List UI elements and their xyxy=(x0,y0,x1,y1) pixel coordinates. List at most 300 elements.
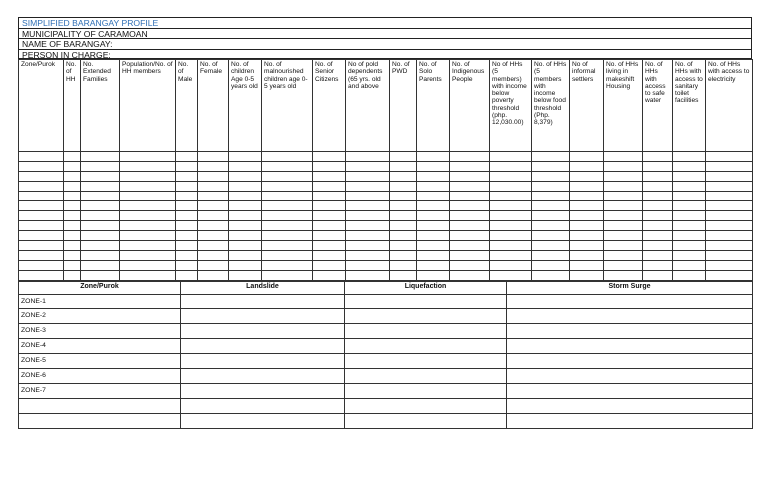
table-cell[interactable] xyxy=(81,161,120,171)
table-cell[interactable] xyxy=(570,152,604,162)
table-cell[interactable] xyxy=(570,270,604,280)
table-cell[interactable] xyxy=(643,181,673,191)
table-cell[interactable] xyxy=(643,250,673,260)
table-cell[interactable] xyxy=(490,250,532,260)
zone-label xyxy=(19,398,181,413)
table-cell[interactable] xyxy=(532,221,570,231)
table-cell[interactable] xyxy=(313,221,346,231)
hazard-cell[interactable] xyxy=(345,383,507,398)
table-cell[interactable] xyxy=(64,270,81,280)
table-cell[interactable] xyxy=(229,250,262,260)
table-cell[interactable] xyxy=(176,152,198,162)
table-cell[interactable] xyxy=(81,231,120,241)
hazard-cell[interactable] xyxy=(345,339,507,354)
table-cell[interactable] xyxy=(604,161,643,171)
table-cell[interactable] xyxy=(673,211,706,221)
table-cell[interactable] xyxy=(120,191,176,201)
table-cell[interactable] xyxy=(64,211,81,221)
table-cell[interactable] xyxy=(450,171,490,181)
table-cell[interactable] xyxy=(229,201,262,211)
table-cell[interactable] xyxy=(313,181,346,191)
table-cell[interactable] xyxy=(643,211,673,221)
table-cell[interactable] xyxy=(417,211,450,221)
hazard-cell[interactable] xyxy=(181,324,345,339)
table-cell[interactable] xyxy=(176,181,198,191)
table-cell[interactable] xyxy=(198,250,229,260)
table-cell[interactable] xyxy=(81,241,120,251)
hazard-cell[interactable] xyxy=(181,413,345,428)
table-cell[interactable] xyxy=(532,152,570,162)
table-cell[interactable] xyxy=(346,152,390,162)
table-cell[interactable] xyxy=(490,270,532,280)
table-cell[interactable] xyxy=(390,161,417,171)
table-cell[interactable] xyxy=(81,181,120,191)
table-cell[interactable] xyxy=(120,250,176,260)
table-cell[interactable] xyxy=(673,241,706,251)
table-cell[interactable] xyxy=(450,270,490,280)
table-cell[interactable] xyxy=(570,241,604,251)
table-cell[interactable] xyxy=(262,231,313,241)
table-cell[interactable] xyxy=(706,260,753,270)
table-cell[interactable] xyxy=(604,250,643,260)
table-cell[interactable] xyxy=(64,152,81,162)
table-cell[interactable] xyxy=(532,260,570,270)
table-cell[interactable] xyxy=(120,171,176,181)
table-cell[interactable] xyxy=(532,231,570,241)
table-cell[interactable] xyxy=(19,181,64,191)
table-cell[interactable] xyxy=(64,231,81,241)
table-cell[interactable] xyxy=(176,201,198,211)
table-cell[interactable] xyxy=(120,161,176,171)
table-cell[interactable] xyxy=(229,152,262,162)
table-cell[interactable] xyxy=(643,260,673,270)
table-cell[interactable] xyxy=(81,152,120,162)
hazard-cell[interactable] xyxy=(507,294,753,309)
table-cell[interactable] xyxy=(643,270,673,280)
table-cell[interactable] xyxy=(490,152,532,162)
table-cell[interactable] xyxy=(346,161,390,171)
table-cell[interactable] xyxy=(346,270,390,280)
table-cell[interactable] xyxy=(643,241,673,251)
table-cell[interactable] xyxy=(229,161,262,171)
zone-label: ZONE-3 xyxy=(19,324,181,339)
table-cell[interactable] xyxy=(532,181,570,191)
hazard-cell[interactable] xyxy=(181,398,345,413)
table-cell[interactable] xyxy=(490,231,532,241)
table-cell[interactable] xyxy=(346,211,390,221)
table-cell[interactable] xyxy=(64,161,81,171)
table-cell[interactable] xyxy=(643,201,673,211)
table-cell[interactable] xyxy=(604,211,643,221)
table-cell[interactable] xyxy=(490,211,532,221)
table-cell[interactable] xyxy=(262,241,313,251)
table-cell[interactable] xyxy=(643,191,673,201)
table-cell[interactable] xyxy=(198,152,229,162)
table-cell[interactable] xyxy=(176,260,198,270)
hazard-cell[interactable] xyxy=(345,398,507,413)
table-cell[interactable] xyxy=(120,231,176,241)
table-cell[interactable] xyxy=(19,260,64,270)
table-cell[interactable] xyxy=(532,250,570,260)
table-cell[interactable] xyxy=(81,221,120,231)
hazard-cell[interactable] xyxy=(507,383,753,398)
hazard-cell[interactable] xyxy=(181,354,345,369)
table-cell[interactable] xyxy=(532,241,570,251)
table-cell[interactable] xyxy=(19,191,64,201)
table-cell[interactable] xyxy=(81,211,120,221)
table-cell[interactable] xyxy=(604,191,643,201)
hazard-column-header: Storm Surge xyxy=(507,281,753,294)
table-cell[interactable] xyxy=(643,231,673,241)
table-cell[interactable] xyxy=(390,181,417,191)
table-cell[interactable] xyxy=(706,191,753,201)
table-cell[interactable] xyxy=(390,221,417,231)
table-cell[interactable] xyxy=(81,260,120,270)
table-cell[interactable] xyxy=(450,191,490,201)
table-cell[interactable] xyxy=(262,171,313,181)
hazard-cell[interactable] xyxy=(507,369,753,384)
table-cell[interactable] xyxy=(450,161,490,171)
table-cell[interactable] xyxy=(346,191,390,201)
table-cell[interactable] xyxy=(64,171,81,181)
hazard-cell[interactable] xyxy=(507,354,753,369)
table-cell[interactable] xyxy=(262,201,313,211)
table-cell[interactable] xyxy=(532,191,570,201)
table-cell[interactable] xyxy=(229,211,262,221)
table-cell[interactable] xyxy=(570,221,604,231)
table-cell[interactable] xyxy=(490,201,532,211)
table-cell[interactable] xyxy=(346,231,390,241)
table-cell[interactable] xyxy=(19,211,64,221)
table-cell[interactable] xyxy=(313,241,346,251)
table-cell[interactable] xyxy=(673,260,706,270)
table-cell[interactable] xyxy=(570,181,604,191)
table-cell[interactable] xyxy=(81,191,120,201)
table-cell[interactable] xyxy=(176,221,198,231)
hazard-cell[interactable] xyxy=(181,339,345,354)
table-cell[interactable] xyxy=(604,231,643,241)
table-cell[interactable] xyxy=(450,260,490,270)
table-cell[interactable] xyxy=(570,250,604,260)
table-cell[interactable] xyxy=(64,191,81,201)
table-cell[interactable] xyxy=(570,260,604,270)
table-cell[interactable] xyxy=(417,260,450,270)
table-cell[interactable] xyxy=(643,171,673,181)
table-cell[interactable] xyxy=(417,191,450,201)
table-cell[interactable] xyxy=(313,260,346,270)
table-cell[interactable] xyxy=(262,270,313,280)
table-cell[interactable] xyxy=(450,181,490,191)
table-cell[interactable] xyxy=(81,270,120,280)
column-header: No. of HHs (5 members with income below food threshold (Php. 8,379) xyxy=(532,60,570,152)
table-cell[interactable] xyxy=(198,241,229,251)
table-cell[interactable] xyxy=(417,241,450,251)
table-cell[interactable] xyxy=(417,270,450,280)
table-cell[interactable] xyxy=(706,221,753,231)
table-cell[interactable] xyxy=(490,241,532,251)
table-cell[interactable] xyxy=(490,191,532,201)
table-cell[interactable] xyxy=(673,152,706,162)
table-cell[interactable] xyxy=(570,231,604,241)
table-cell[interactable] xyxy=(176,270,198,280)
table-cell[interactable] xyxy=(570,201,604,211)
table-cell[interactable] xyxy=(120,221,176,231)
table-cell[interactable] xyxy=(262,191,313,201)
table-cell[interactable] xyxy=(64,181,81,191)
table-cell[interactable] xyxy=(262,221,313,231)
table-cell[interactable] xyxy=(673,231,706,241)
table-cell[interactable] xyxy=(490,181,532,191)
table-cell[interactable] xyxy=(19,250,64,260)
table-cell[interactable] xyxy=(64,221,81,231)
table-cell[interactable] xyxy=(176,161,198,171)
table-cell[interactable] xyxy=(229,260,262,270)
table-cell[interactable] xyxy=(120,201,176,211)
table-cell[interactable] xyxy=(706,241,753,251)
table-row xyxy=(19,181,753,191)
table-cell[interactable] xyxy=(313,161,346,171)
table-cell[interactable] xyxy=(313,231,346,241)
table-cell[interactable] xyxy=(643,161,673,171)
table-cell[interactable] xyxy=(198,201,229,211)
table-cell[interactable] xyxy=(313,152,346,162)
table-cell[interactable] xyxy=(64,201,81,211)
table-cell[interactable] xyxy=(706,152,753,162)
table-cell[interactable] xyxy=(532,211,570,221)
table-cell[interactable] xyxy=(390,201,417,211)
table-cell[interactable] xyxy=(120,152,176,162)
hazard-cell[interactable] xyxy=(181,294,345,309)
table-cell[interactable] xyxy=(570,161,604,171)
table-cell[interactable] xyxy=(346,250,390,260)
table-cell[interactable] xyxy=(346,201,390,211)
table-cell[interactable] xyxy=(417,161,450,171)
table-cell[interactable] xyxy=(673,201,706,211)
table-cell[interactable] xyxy=(390,211,417,221)
table-cell[interactable] xyxy=(706,211,753,221)
table-cell[interactable] xyxy=(262,260,313,270)
table-cell[interactable] xyxy=(390,231,417,241)
table-cell[interactable] xyxy=(532,171,570,181)
table-cell[interactable] xyxy=(229,191,262,201)
table-cell[interactable] xyxy=(19,152,64,162)
table-cell[interactable] xyxy=(176,241,198,251)
table-cell[interactable] xyxy=(19,201,64,211)
table-cell[interactable] xyxy=(81,201,120,211)
table-cell[interactable] xyxy=(346,181,390,191)
table-cell[interactable] xyxy=(706,181,753,191)
table-cell[interactable] xyxy=(176,191,198,201)
table-cell[interactable] xyxy=(450,241,490,251)
table-cell[interactable] xyxy=(198,161,229,171)
table-cell[interactable] xyxy=(262,211,313,221)
column-header: Population/No. of HH members xyxy=(120,60,176,152)
table-cell[interactable] xyxy=(19,171,64,181)
hazard-cell[interactable] xyxy=(181,369,345,384)
table-cell[interactable] xyxy=(450,250,490,260)
table-cell[interactable] xyxy=(604,171,643,181)
table-cell[interactable] xyxy=(64,250,81,260)
table-cell[interactable] xyxy=(450,231,490,241)
column-header: No. of HHs living in makeshift Housing xyxy=(604,60,643,152)
table-cell[interactable] xyxy=(604,221,643,231)
table-cell[interactable] xyxy=(490,260,532,270)
table-cell[interactable] xyxy=(450,201,490,211)
table-cell[interactable] xyxy=(390,250,417,260)
hazard-cell[interactable] xyxy=(345,354,507,369)
table-cell[interactable] xyxy=(706,270,753,280)
table-cell[interactable] xyxy=(346,171,390,181)
hazard-cell[interactable] xyxy=(507,398,753,413)
table-cell[interactable] xyxy=(673,181,706,191)
table-cell[interactable] xyxy=(673,191,706,201)
table-cell[interactable] xyxy=(673,270,706,280)
hazard-cell[interactable] xyxy=(345,369,507,384)
table-cell[interactable] xyxy=(229,270,262,280)
table-cell[interactable] xyxy=(450,211,490,221)
table-cell[interactable] xyxy=(417,221,450,231)
table-cell[interactable] xyxy=(176,171,198,181)
table-cell[interactable] xyxy=(490,171,532,181)
table-cell[interactable] xyxy=(19,231,64,241)
zone-label xyxy=(19,413,181,428)
table-cell[interactable] xyxy=(262,250,313,260)
table-cell[interactable] xyxy=(198,221,229,231)
table-cell[interactable] xyxy=(643,152,673,162)
table-cell[interactable] xyxy=(390,191,417,201)
table-cell[interactable] xyxy=(417,152,450,162)
hazard-cell[interactable] xyxy=(345,309,507,324)
table-cell[interactable] xyxy=(198,191,229,201)
table-cell[interactable] xyxy=(450,221,490,231)
table-cell[interactable] xyxy=(390,171,417,181)
table-cell[interactable] xyxy=(490,161,532,171)
table-cell[interactable] xyxy=(346,221,390,231)
hazard-cell[interactable] xyxy=(507,413,753,428)
table-cell[interactable] xyxy=(229,171,262,181)
table-cell[interactable] xyxy=(604,270,643,280)
table-cell[interactable] xyxy=(570,171,604,181)
table-cell[interactable] xyxy=(673,250,706,260)
hazard-cell[interactable] xyxy=(507,324,753,339)
hazard-row xyxy=(19,398,753,413)
table-cell[interactable] xyxy=(262,181,313,191)
table-cell[interactable] xyxy=(198,181,229,191)
table-cell[interactable] xyxy=(19,161,64,171)
table-cell[interactable] xyxy=(262,152,313,162)
table-cell[interactable] xyxy=(417,171,450,181)
hazard-row xyxy=(19,354,753,369)
table-cell[interactable] xyxy=(120,181,176,191)
hazard-cell[interactable] xyxy=(507,339,753,354)
table-cell[interactable] xyxy=(532,201,570,211)
hazard-cell[interactable] xyxy=(345,294,507,309)
table-cell[interactable] xyxy=(604,181,643,191)
table-cell[interactable] xyxy=(604,260,643,270)
table-cell[interactable] xyxy=(198,231,229,241)
hazard-cell[interactable] xyxy=(345,324,507,339)
table-cell[interactable] xyxy=(450,152,490,162)
hazard-column-header: Liquefaction xyxy=(345,281,507,294)
table-cell[interactable] xyxy=(64,260,81,270)
table-cell[interactable] xyxy=(81,171,120,181)
table-cell[interactable] xyxy=(176,231,198,241)
table-cell[interactable] xyxy=(604,201,643,211)
table-cell[interactable] xyxy=(706,231,753,241)
table-cell[interactable] xyxy=(532,270,570,280)
table-cell[interactable] xyxy=(706,171,753,181)
table-cell[interactable] xyxy=(673,171,706,181)
table-cell[interactable] xyxy=(346,241,390,251)
hazard-cell[interactable] xyxy=(181,309,345,324)
table-cell[interactable] xyxy=(120,211,176,221)
table-cell[interactable] xyxy=(570,211,604,221)
table-cell[interactable] xyxy=(643,221,673,231)
table-cell[interactable] xyxy=(229,241,262,251)
table-cell[interactable] xyxy=(198,171,229,181)
table-cell[interactable] xyxy=(346,260,390,270)
table-cell[interactable] xyxy=(229,221,262,231)
table-cell[interactable] xyxy=(120,270,176,280)
table-cell[interactable] xyxy=(229,231,262,241)
table-cell[interactable] xyxy=(604,152,643,162)
table-cell[interactable] xyxy=(417,201,450,211)
table-cell[interactable] xyxy=(81,250,120,260)
table-cell[interactable] xyxy=(417,181,450,191)
hazard-cell[interactable] xyxy=(345,413,507,428)
table-cell[interactable] xyxy=(390,241,417,251)
hazard-cell[interactable] xyxy=(181,383,345,398)
table-cell[interactable] xyxy=(313,191,346,201)
table-cell[interactable] xyxy=(490,221,532,231)
table-cell[interactable] xyxy=(176,211,198,221)
table-cell[interactable] xyxy=(198,211,229,221)
table-cell[interactable] xyxy=(198,270,229,280)
table-cell[interactable] xyxy=(262,161,313,171)
table-cell[interactable] xyxy=(229,181,262,191)
table-cell[interactable] xyxy=(390,260,417,270)
table-cell[interactable] xyxy=(64,241,81,251)
table-cell[interactable] xyxy=(120,260,176,270)
table-cell[interactable] xyxy=(19,221,64,231)
table-cell[interactable] xyxy=(706,161,753,171)
table-cell[interactable] xyxy=(313,211,346,221)
table-row xyxy=(19,221,753,231)
table-cell[interactable] xyxy=(313,201,346,211)
table-cell[interactable] xyxy=(390,152,417,162)
table-cell[interactable] xyxy=(120,241,176,251)
table-cell[interactable] xyxy=(176,250,198,260)
table-cell[interactable] xyxy=(19,241,64,251)
table-cell[interactable] xyxy=(673,161,706,171)
table-cell[interactable] xyxy=(706,201,753,211)
table-cell[interactable] xyxy=(19,270,64,280)
table-cell[interactable] xyxy=(417,250,450,260)
table-cell[interactable] xyxy=(313,270,346,280)
table-cell[interactable] xyxy=(198,260,229,270)
table-cell[interactable] xyxy=(604,241,643,251)
table-cell[interactable] xyxy=(673,221,706,231)
table-cell[interactable] xyxy=(390,270,417,280)
table-cell[interactable] xyxy=(570,191,604,201)
hazard-cell[interactable] xyxy=(507,309,753,324)
table-cell[interactable] xyxy=(313,171,346,181)
table-cell[interactable] xyxy=(313,250,346,260)
profile-table-body xyxy=(19,152,753,281)
table-cell[interactable] xyxy=(532,161,570,171)
table-cell[interactable] xyxy=(706,250,753,260)
table-cell[interactable] xyxy=(417,231,450,241)
